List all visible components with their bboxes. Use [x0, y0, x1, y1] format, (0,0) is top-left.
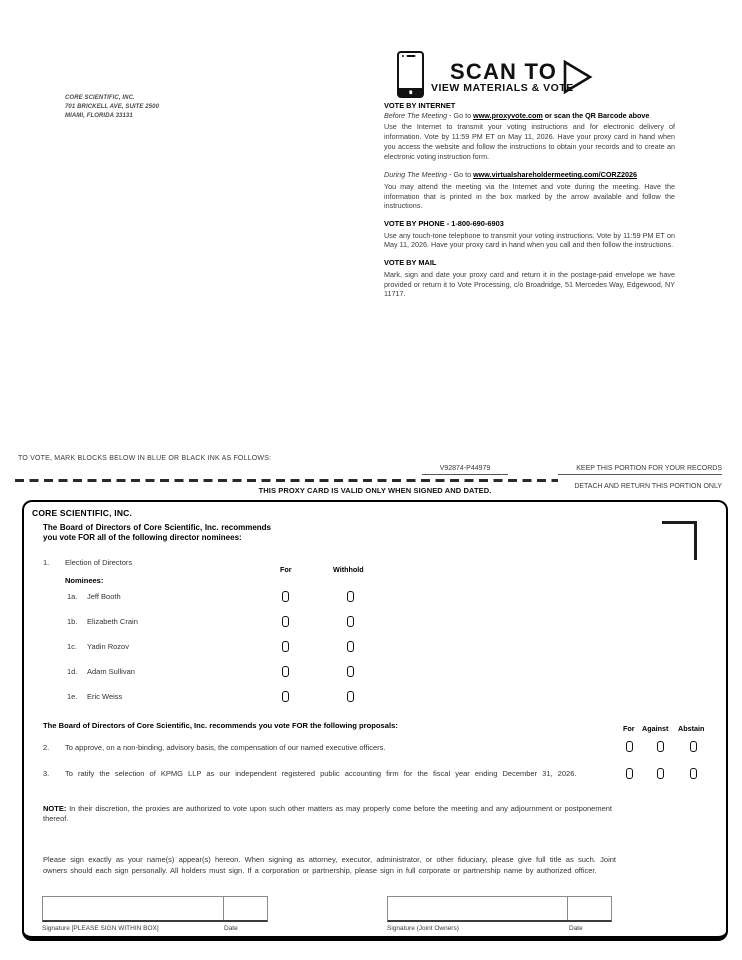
nominee-1c-name: Yadin Rozov	[87, 642, 129, 651]
nominee-1e-id: 1e.	[67, 692, 78, 701]
during-meeting-separator: - Go to	[447, 170, 474, 180]
proposal-2-text: To approve, on a non-binding, advisory basis, the compensation of our named executive officers.	[65, 743, 386, 752]
during-meeting-line	[384, 170, 675, 180]
proposal-2-abstain-checkbox[interactable]	[690, 741, 697, 752]
nominee-1d-withhold-checkbox[interactable]	[347, 666, 354, 677]
note-label: NOTE:	[43, 804, 67, 813]
before-meeting-separator: - Go to	[447, 110, 474, 120]
nominee-1d-for-checkbox[interactable]	[282, 666, 289, 677]
column-header-abstain: Abstain	[678, 724, 705, 733]
return-address-line: 701 BRICKELL AVE, SUITE 2500	[65, 104, 160, 110]
note-text: In their discretion, the proxies are authorized to vote upon such other matters as may properly come before the meeting and any adjournment or postponement thereof.	[43, 804, 612, 823]
phone-camera-dot	[402, 55, 404, 57]
joint-signature-label: Signature (Joint Owners)	[387, 925, 459, 932]
proposal-3-number: 3.	[43, 769, 50, 778]
control-number-corner-mark	[694, 521, 697, 560]
internet-before-paragraph: Use the Internet to transmit your voting instructions and for electronic delivery of information. Vote by 11:59 PM ET on May 11, 2026. Have your proxy card in hand when you access the website and follow the instructions to obtain your records and to create an electronic voting instruction form.	[384, 122, 675, 161]
nominee-1d-id: 1d.	[67, 667, 78, 676]
nominee-1c-id: 1c.	[67, 642, 78, 651]
nominee-1c-for-checkbox[interactable]	[282, 641, 289, 652]
item1-number: 1.	[43, 558, 50, 567]
nominee-1d-name: Adam Sullivan	[87, 667, 135, 676]
detach-portion-note: DETACH AND RETURN THIS PORTION ONLY	[574, 483, 722, 490]
vote-by-phone-heading: VOTE BY PHONE - 1-800-690-6903	[384, 219, 504, 229]
nominee-1a-withhold-checkbox[interactable]	[347, 591, 354, 602]
proposal-3-abstain-checkbox[interactable]	[690, 768, 697, 779]
return-address-line: CORE SCIENTIFIC, INC.	[65, 95, 135, 101]
proposals-recommendation: The Board of Directors of Core Scientific, Inc. recommends you vote FOR the following proposals:	[43, 721, 398, 730]
phone-speaker-bar	[406, 55, 415, 57]
proposal-2-number: 2.	[43, 743, 50, 752]
vote-by-mail-heading: VOTE BY MAIL	[384, 258, 437, 268]
nominee-1a-id: 1a.	[67, 592, 78, 601]
proxyvote-url-link[interactable]: www.proxyvote.com	[473, 110, 543, 120]
nominee-1a-name: Jeff Booth	[87, 592, 121, 601]
proposal-2-against-checkbox[interactable]	[657, 741, 664, 752]
nominee-1b-for-checkbox[interactable]	[282, 616, 289, 627]
signature-date-divider	[567, 897, 568, 920]
before-meeting-suffix: or scan the QR Barcode above	[542, 110, 650, 120]
internet-during-paragraph: You may attend the meeting via the Internet and vote during the meeting. Have the information that is printed in the box marked by the arrow available and follow the instructions.	[384, 181, 675, 211]
nominee-1e-withhold-checkbox[interactable]	[347, 691, 354, 702]
nominee-1e-for-checkbox[interactable]	[282, 691, 289, 702]
vote-by-internet-heading: VOTE BY INTERNET	[384, 101, 456, 110]
nominee-1e-name: Eric Weiss	[87, 692, 123, 701]
company-name: CORE SCIENTIFIC, INC.	[32, 508, 133, 518]
column-header-for: For	[280, 565, 292, 574]
valid-when-signed-notice: THIS PROXY CARD IS VALID ONLY WHEN SIGNED AND DATED.	[258, 486, 492, 495]
column-header-against: Against	[642, 724, 669, 733]
proposal-3-for-checkbox[interactable]	[626, 768, 633, 779]
directors-recommendation: The Board of Directors of Core Scientific, Inc. recommends you vote FOR all of the following director nominees:	[43, 523, 271, 542]
mail-paragraph: Mark, sign and date your proxy card and return it in the postage-paid envelope we have provided or return it to Vote Processing, c/o Broadridge, 51 Mercedes Way, Edgewood, NY 11717.	[384, 269, 675, 299]
mark-blocks-instruction: TO VOTE, MARK BLOCKS BELOW IN BLUE OR BLACK INK AS FOLLOWS:	[18, 455, 272, 462]
nominee-1b-name: Elizabeth Crain	[87, 617, 138, 626]
primary-date-label: Date	[224, 925, 238, 932]
primary-signature-label: Signature [PLEASE SIGN WITHIN BOX]	[42, 925, 159, 932]
voting-instructions	[384, 101, 675, 299]
detach-dashed-line	[15, 479, 558, 482]
scan-to-title: SCAN TO	[450, 59, 558, 84]
keep-portion-note: KEEP THIS PORTION FOR YOUR RECORDS	[558, 465, 722, 475]
arrow-right-icon	[563, 60, 593, 96]
nominees-label: Nominees:	[65, 576, 104, 585]
signature-date-divider	[223, 897, 224, 920]
column-header-for: For	[623, 724, 635, 733]
return-address-line: MIAMI, FLORIDA 33131	[65, 113, 133, 119]
nominee-1b-withhold-checkbox[interactable]	[347, 616, 354, 627]
primary-signature-box[interactable]	[42, 896, 268, 922]
nominee-1a-for-checkbox[interactable]	[282, 591, 289, 602]
joint-signature-box[interactable]	[387, 896, 612, 922]
column-header-withhold: Withhold	[333, 565, 364, 574]
phone-home-button	[399, 88, 422, 96]
nominee-1c-withhold-checkbox[interactable]	[347, 641, 354, 652]
item1-label: Election of Directors	[65, 558, 133, 567]
control-code: V92874-P44979	[422, 465, 508, 475]
proposal-2-for-checkbox[interactable]	[626, 741, 633, 752]
phone-paragraph: Use any touch-tone telephone to transmit your voting instructions. Vote by 11:59 PM ET on May 11, 2026. Have your proxy card in hand when you call and then follow the instructions.	[384, 230, 675, 250]
proxy-ballot-card	[22, 500, 728, 941]
virtualshareholdermeeting-url-link[interactable]: www.virtualshareholdermeeting.com/CORZ2026	[473, 170, 637, 180]
joint-date-label: Date	[569, 925, 583, 932]
proposal-3-text: To ratify the selection of KPMG LLP as our independent registered public accounting firm for the fiscal year ending December 31, 2026.	[65, 769, 577, 778]
nominee-1b-id: 1b.	[67, 617, 78, 626]
discretion-note	[43, 804, 612, 824]
control-number-corner-mark	[662, 521, 697, 524]
sign-instructions: Please sign exactly as your name(s) appear(s) hereon. When signing as attorney, executor, administrator, or other fiduciary, please give full title as such. Joint owners should each sign personally. All holders must sign. If a corporation or partnership, please sign in full corporate or partnership name by authorized officer.	[43, 855, 616, 875]
before-meeting-line	[384, 111, 675, 121]
scan-to-subtitle: VIEW MATERIALS & VOTE	[431, 82, 574, 94]
proposal-3-against-checkbox[interactable]	[657, 768, 664, 779]
return-address	[65, 94, 159, 121]
before-meeting-label: Before The Meeting	[384, 110, 448, 120]
during-meeting-label: During The Meeting	[384, 170, 448, 180]
smartphone-icon	[397, 51, 424, 98]
